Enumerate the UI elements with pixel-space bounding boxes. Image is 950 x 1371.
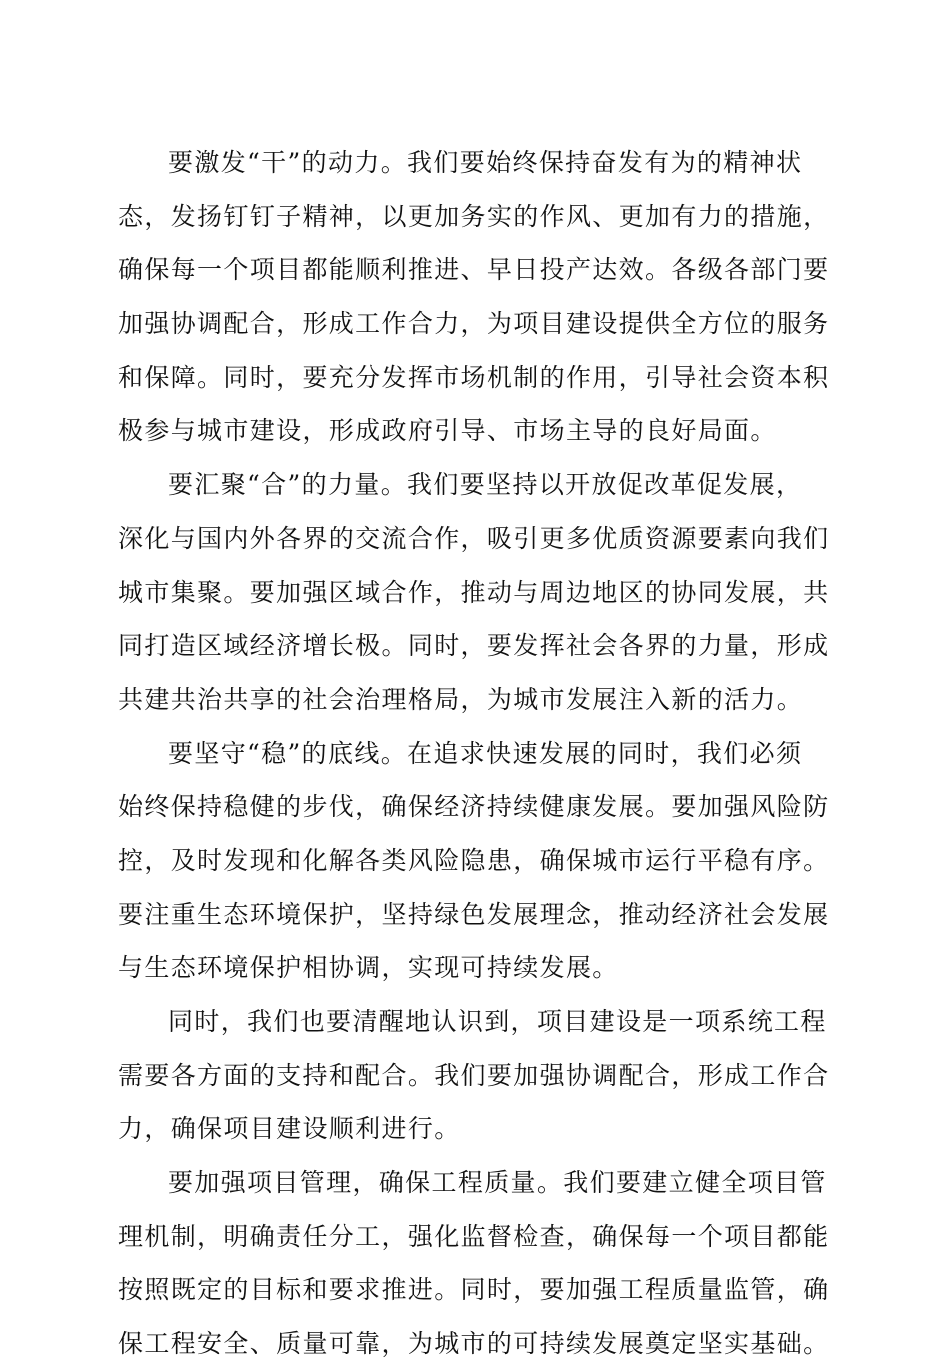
text-line: 和保障。同时，要充分发挥市场机制的作用，引导社会资本积	[118, 362, 830, 392]
text-line: 控，及时发现和化解各类风险隐患，确保城市运行平稳有序。	[118, 845, 830, 875]
text-line: 要加强项目管理，确保工程质量。我们要建立健全项目管	[168, 1168, 827, 1198]
text-line: 极参与城市建设，形成政府引导、市场主导的良好局面。	[118, 416, 777, 446]
text-line: 同打造区域经济增长极。同时，要发挥社会各界的力量，形成	[118, 631, 830, 661]
text-line: 要激发“干”的动力。我们要始终保持奋发有为的精神状	[168, 148, 803, 177]
text-line: 理机制，明确责任分工，强化监督检查，确保每一个项目都能	[118, 1221, 830, 1251]
text-line: 力，确保项目建设顺利进行。	[118, 1114, 461, 1144]
paragraph-2	[118, 458, 830, 726]
text-line: 按照既定的目标和要求推进。同时，要加强工程质量监管，确	[118, 1275, 830, 1305]
text-line: 加强协调配合，形成工作合力，为项目建设提供全方位的服务	[118, 309, 830, 339]
text-line: 始终保持稳健的步伐，确保经济持续健康发展。要加强风险防	[118, 792, 830, 822]
text-line: 要坚守“稳”的底线。在追求快速发展的同时，我们必须	[168, 738, 803, 768]
paragraph-3	[118, 727, 830, 995]
body-text	[118, 136, 830, 1371]
paragraph-4	[118, 995, 830, 1156]
text-line: 确保每一个项目都能顺利推进、早日投产达效。各级各部门要	[118, 255, 830, 285]
text-line: 深化与国内外各界的交流合作，吸引更多优质资源要素向我们	[118, 523, 830, 553]
text-line: 要汇聚“合”的力量。我们要坚持以开放促改革促发展，	[168, 470, 803, 500]
text-line: 城市集聚。要加强区域合作，推动与周边地区的协同发展，共	[118, 577, 830, 607]
text-line: 共建共治共享的社会治理格局，为城市发展注入新的活力。	[118, 684, 804, 714]
text-line: 与生态环境保护相协调，实现可持续发展。	[118, 953, 619, 983]
text-line: 态，发扬钉钉子精神，以更加务实的作风、更加有力的措施，	[118, 201, 830, 231]
text-line: 同时，我们也要清醒地认识到，项目建设是一项系统工程	[168, 1007, 827, 1036]
paragraph-1	[118, 136, 830, 458]
paragraph-5	[118, 1156, 830, 1371]
text-line: 要注重生态环境保护，坚持绿色发展理念，推动经济社会发展	[118, 899, 830, 929]
text-line: 保工程安全、质量可靠，为城市的可持续发展奠定坚实基础。	[118, 1329, 830, 1359]
text-line: 需要各方面的支持和配合。我们要加强协调配合，形成工作合	[118, 1060, 830, 1090]
